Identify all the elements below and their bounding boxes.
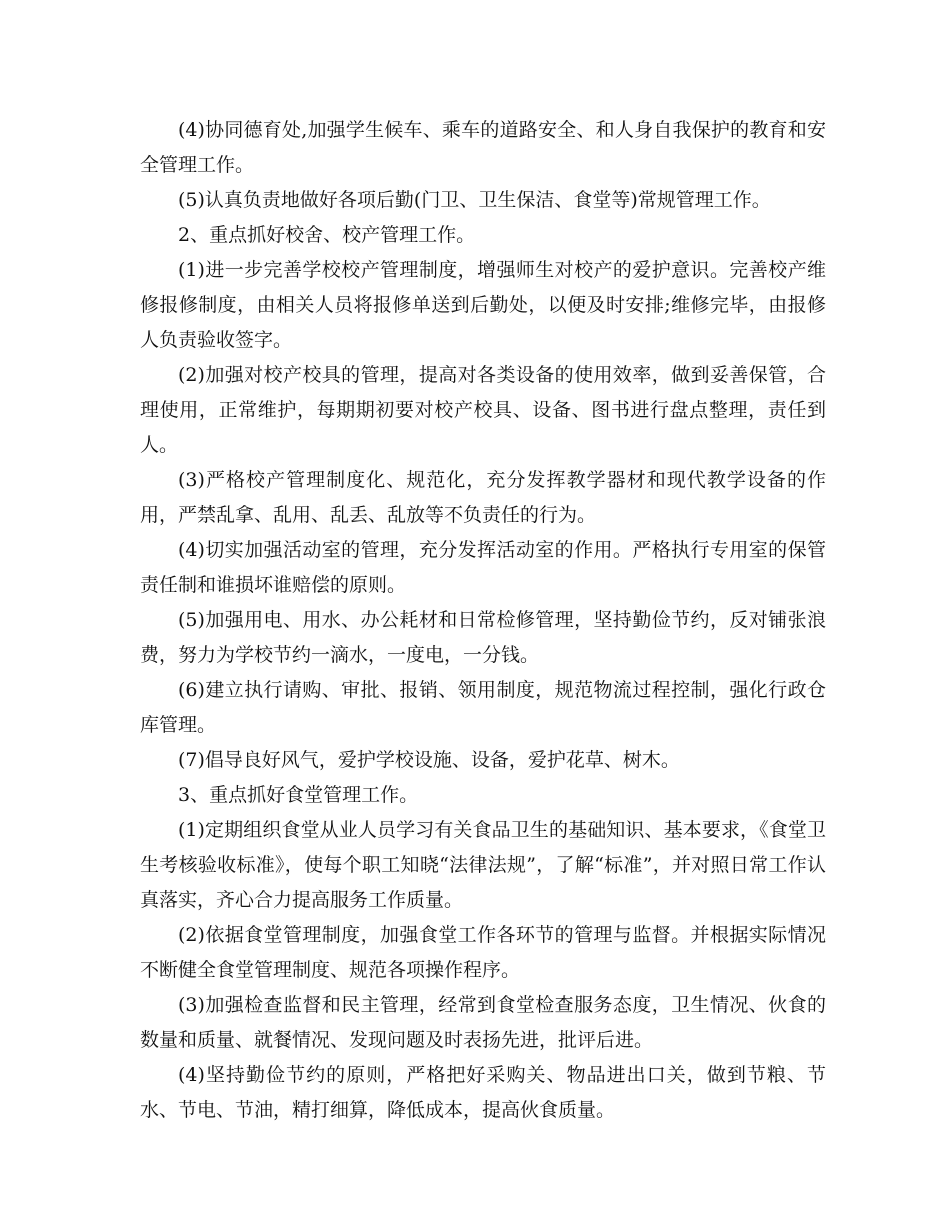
- document-body: [140, 113, 826, 1128]
- paragraph-activity-room: (4)切实加强活动室的管理，充分发挥活动室的作用。严格执行专用室的保管责任制和谁损坏谁赔偿的原则。: [140, 539, 826, 596]
- paragraph-canteen-supervision: (2)依据食堂管理制度，加强食堂工作各环节的管理与监督。并根据实际情况不断健全食堂管理制度、规范各项操作程序。: [140, 924, 826, 981]
- paragraph-property-management: (2)加强对校产校具的管理，提高对各类设备的使用效率，做到妥善保管，合理使用，正常维护，每期期初要对校产校具、设备、图书进行盘点整理，责任到人。: [140, 364, 826, 456]
- paragraph-property-standardization: (3)严格校产管理制度化、规范化，充分发挥教学器材和现代教学设备的作用，严禁乱拿、乱用、乱丢、乱放等不负责任的行为。: [140, 469, 826, 526]
- paragraph-purchasing-system: (6)建立执行请购、审批、报销、领用制度，规范物流过程控制，强化行政仓库管理。: [140, 679, 826, 736]
- section-heading-school-property: 2、重点抓好校舍、校产管理工作。: [178, 224, 476, 246]
- paragraph-logistics-routine: (5)认真负责地做好各项后勤(门卫、卫生保洁、食堂等)常规管理工作。: [178, 189, 771, 211]
- paragraph-canteen-training: (1)定期组织食堂从业人员学习有关食品卫生的基础知识、基本要求，《食堂卫生考核验收标准》，使每个职工知晓“法律法规”，了解“标准”，并对照日常工作认真落实，齐心合力提高服务工作质量。: [140, 819, 826, 911]
- paragraph-good-practice: (7)倡导良好风气，爱护学校设施、设备，爱护花草、树木。: [178, 749, 680, 771]
- paragraph-safety-education: (4)协同德育处,加强学生候车、乘车的道路安全、和人身自我保护的教育和安全管理工作。: [140, 119, 826, 176]
- paragraph-utilities-saving: (5)加强用电、用水、办公耗材和日常检修管理，坚持勤俭节约，反对铺张浪费，努力为学校节约一滴水，一度电，一分钱。: [140, 609, 826, 666]
- paragraph-property-system: (1)进一步完善学校校产管理制度，增强师生对校产的爱护意识。完善校产维修报修制度，由相关人员将报修单送到后勤处，以便及时安排;维修完毕，由报修人负责验收签字。: [140, 259, 826, 351]
- paragraph-canteen-thrift: (4)坚持勤俭节约的原则，严格把好采购关、物品进出口关，做到节粮、节水、节电、节油，精打细算，降低成本，提高伙食质量。: [140, 1064, 826, 1121]
- section-heading-canteen: 3、重点抓好食堂管理工作。: [178, 784, 419, 806]
- paragraph-canteen-inspection: (3)加强检查监督和民主管理，经常到食堂检查服务态度，卫生情况、伙食的数量和质量、就餐情况、发现问题及时表扬先进，批评后进。: [140, 994, 826, 1051]
